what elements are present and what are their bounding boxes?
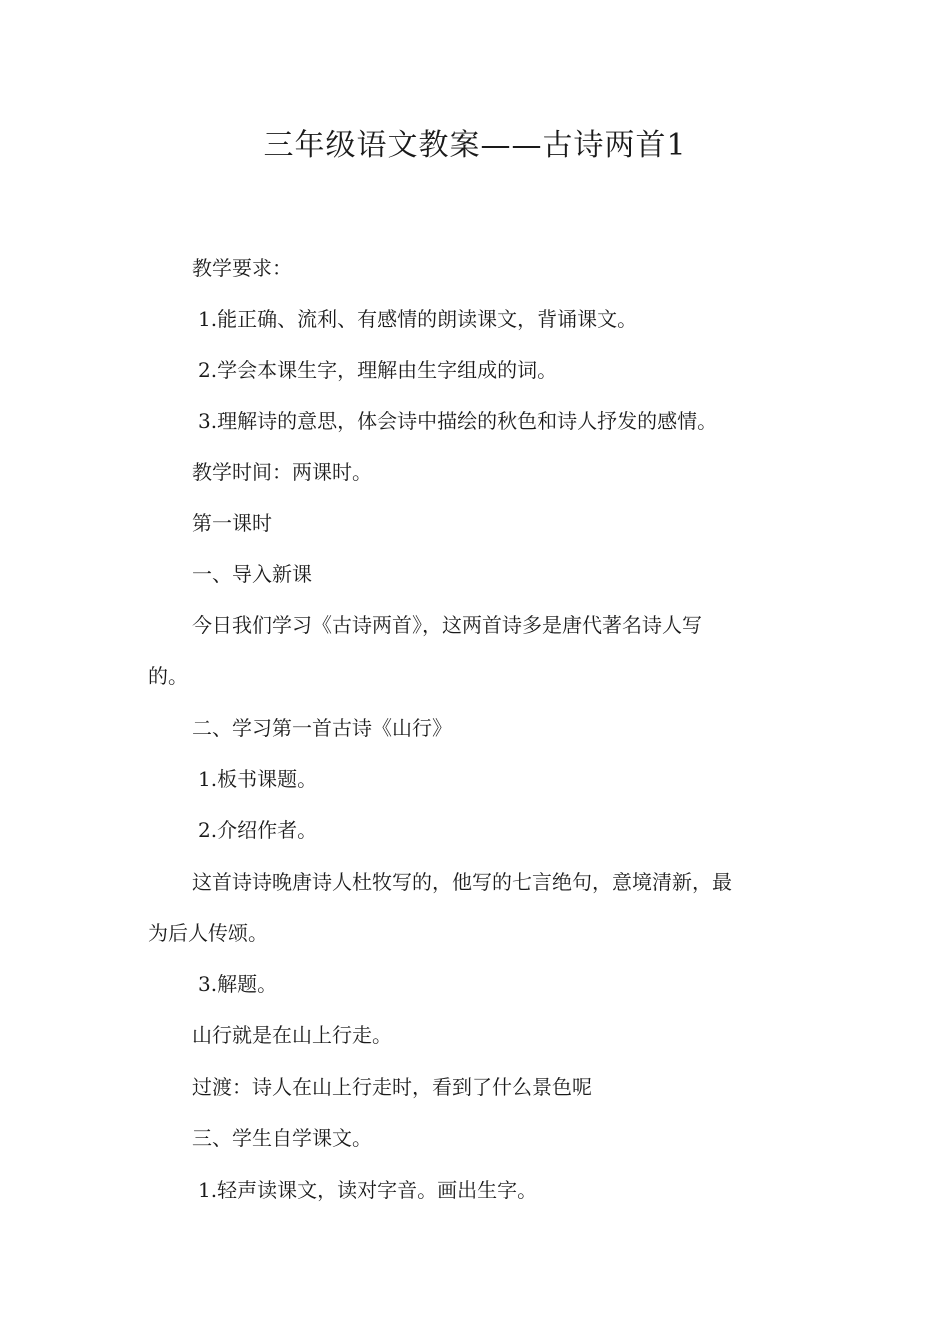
paragraph: 1.能正确、流利、有感情的朗读课文，背诵课文。 [198,307,638,331]
paragraph: 过渡：诗人在山上行走时，看到了什么景色呢 [192,1075,592,1099]
paragraph: 一、导入新课 [192,562,312,586]
paragraph: 的。 [148,664,188,688]
paragraph: 第一课时 [192,511,272,535]
paragraph: 1.轻声读课文，读对字音。画出生字。 [198,1178,538,1202]
paragraph: 这首诗诗晚唐诗人杜牧写的，他写的七言绝句，意境清新，最 [192,870,732,894]
paragraph: 1.板书课题。 [198,767,318,791]
paragraph: 山行就是在山上行走。 [192,1023,392,1047]
paragraph: 教学要求： [192,256,292,280]
paragraph: 3.理解诗的意思，体会诗中描绘的秋色和诗人抒发的感情。 [198,409,718,433]
document-title: 三年级语文教案——古诗两首1 [263,128,687,163]
paragraph: 2.介绍作者。 [198,818,318,842]
paragraph: 二、学习第一首古诗《山行》 [192,716,452,740]
paragraph: 为后人传颂。 [148,921,268,945]
paragraph: 2.学会本课生字，理解由生字组成的词。 [198,358,558,382]
paragraph: 教学时间：两课时。 [192,460,372,484]
paragraph: 3.解题。 [198,972,278,996]
paragraph: 三、学生自学课文。 [192,1126,372,1150]
paragraph: 今日我们学习《古诗两首》，这两首诗多是唐代著名诗人写 [192,613,702,637]
